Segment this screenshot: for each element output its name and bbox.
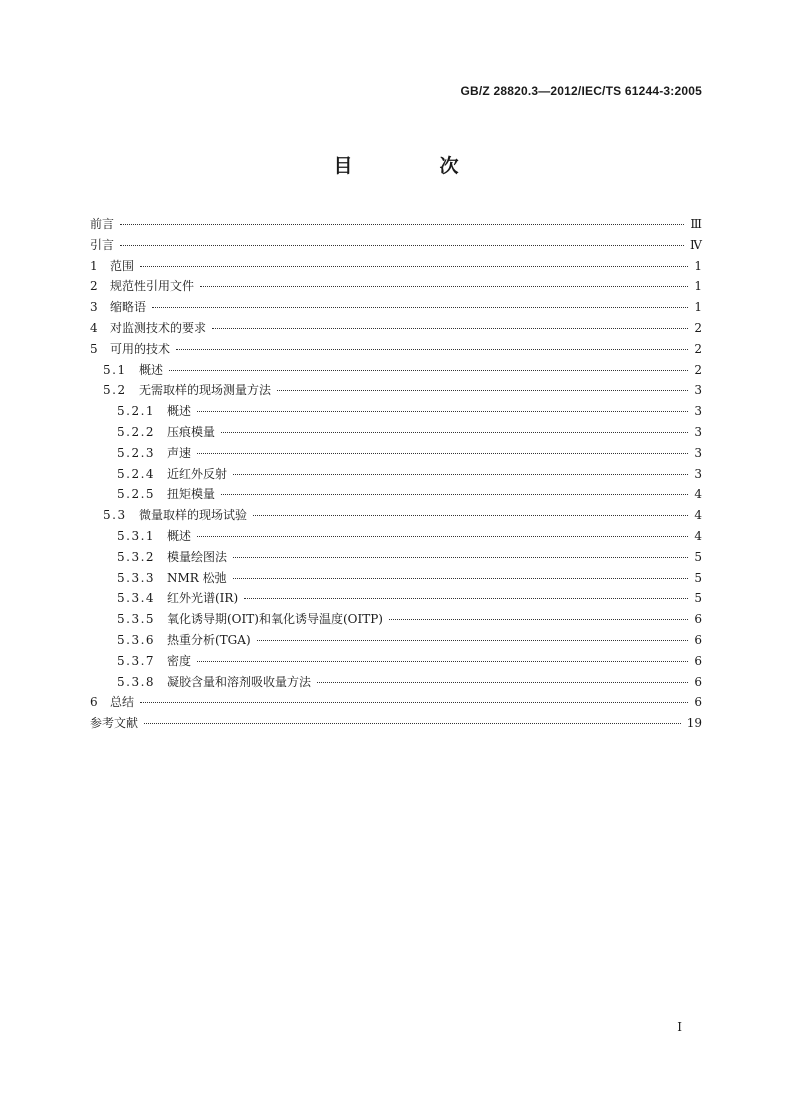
toc-entry[interactable] [90, 256, 702, 277]
toc-entry-page: 1 [694, 279, 702, 294]
toc-entry-page: 1 [694, 258, 702, 273]
toc-entry-label: 微量取样的现场试验 [139, 508, 248, 523]
toc-entry[interactable] [90, 339, 702, 360]
toc-entry-label: 红外光谱(IR) [167, 591, 239, 606]
toc-entry[interactable] [90, 505, 702, 526]
toc-entry-number: 5.2.4 [117, 466, 156, 481]
toc-entry-label: 概述 [139, 362, 164, 377]
toc-entry-label: 声速 [167, 445, 192, 460]
table-of-contents [90, 214, 702, 734]
toc-entry-page: 6 [694, 653, 702, 668]
toc-entry-page: 3 [694, 404, 702, 419]
toc-entry-label: 可用的技术 [110, 341, 171, 356]
toc-entry-page: 5 [694, 591, 702, 606]
dot-leader [152, 306, 688, 308]
toc-entry-number: 5.2.3 [117, 445, 156, 460]
toc-entry[interactable] [90, 422, 702, 443]
toc-entry-page: 5 [694, 549, 702, 564]
toc-entry-number: 5.3.8 [117, 674, 156, 689]
toc-entry-page: 4 [694, 528, 702, 543]
toc-entry-number: 5.3.1 [117, 528, 156, 543]
dot-leader [233, 556, 688, 558]
toc-entry-label: 模量绘图法 [167, 549, 228, 564]
toc-entry[interactable] [90, 401, 702, 422]
toc-entry[interactable] [90, 235, 702, 256]
toc-entry[interactable] [90, 214, 702, 235]
toc-entry-label: 压痕模量 [167, 424, 216, 439]
toc-entry-number: 5.3 [103, 508, 127, 523]
dot-leader [257, 639, 688, 641]
toc-entry-label: 密度 [167, 653, 192, 668]
dot-leader [200, 285, 688, 287]
toc-entry-label: NMR 松弛 [167, 570, 227, 585]
dot-leader [120, 244, 684, 246]
toc-entry[interactable] [90, 692, 702, 713]
toc-entry-page: 1 [694, 300, 702, 315]
toc-entry[interactable] [90, 713, 702, 734]
toc-entry-page: Ⅲ [690, 217, 702, 231]
toc-entry-page: 6 [694, 612, 702, 627]
toc-entry-label: 范围 [110, 258, 135, 273]
toc-entry-label: 缩略语 [110, 300, 147, 315]
toc-entry-label: 无需取样的现场测量方法 [139, 383, 272, 398]
toc-entry[interactable] [90, 484, 702, 505]
toc-entry-number: 5.2 [103, 383, 127, 398]
toc-entry-page: 2 [694, 320, 702, 335]
toc-entry-number: 5.3.7 [117, 653, 156, 668]
toc-entry-number: 3 [90, 300, 100, 315]
toc-entry-label: 总结 [110, 695, 135, 710]
dot-leader [140, 265, 688, 267]
dot-leader [317, 681, 688, 683]
toc-entry-number: 5.3.4 [117, 591, 156, 606]
toc-entry-number: 5.2.5 [117, 487, 156, 502]
toc-entry[interactable] [90, 276, 702, 297]
toc-entry-page: 3 [694, 383, 702, 398]
toc-entry-page: Ⅳ [690, 237, 702, 252]
dot-leader [221, 431, 688, 433]
toc-entry-page: 6 [694, 674, 702, 689]
toc-entry[interactable] [90, 380, 702, 401]
toc-entry-page: 6 [694, 632, 702, 647]
toc-entry-number: 5 [90, 341, 100, 356]
dot-leader [197, 410, 688, 412]
toc-entry[interactable] [90, 318, 702, 339]
toc-entry-page: 3 [694, 466, 702, 481]
dot-leader [233, 473, 688, 475]
toc-entry-page: 4 [694, 508, 702, 523]
toc-entry-label: 凝胶含量和溶剂吸收量方法 [167, 674, 312, 689]
toc-entry-number: 5.3.2 [117, 549, 156, 564]
dot-leader [140, 701, 688, 703]
toc-entry[interactable] [90, 464, 702, 485]
toc-entry-page: 6 [694, 695, 702, 710]
toc-entry-label: 热重分析(TGA) [167, 632, 251, 647]
toc-entry-page: 3 [694, 424, 702, 439]
dot-leader [253, 514, 688, 516]
dot-leader [389, 618, 688, 620]
dot-leader [244, 597, 688, 599]
dot-leader [212, 327, 688, 329]
toc-entry[interactable] [90, 360, 702, 381]
toc-entry-label: 引言 [90, 237, 115, 252]
dot-leader [176, 348, 688, 350]
toc-entry-number: 5.2.1 [117, 404, 156, 419]
toc-entry-page: 4 [694, 487, 702, 502]
toc-entry-page: 3 [694, 445, 702, 460]
dot-leader [277, 389, 688, 391]
toc-entry-label: 扭矩模量 [167, 487, 216, 502]
toc-entry[interactable] [90, 547, 702, 568]
toc-entry-number: 4 [90, 320, 100, 335]
toc-entry-label: 概述 [167, 528, 192, 543]
toc-entry[interactable] [90, 568, 702, 589]
toc-entry-page: 2 [694, 341, 702, 356]
toc-entry[interactable] [90, 588, 702, 609]
dot-leader [169, 369, 688, 371]
toc-entry[interactable] [90, 672, 702, 693]
toc-entry[interactable] [90, 526, 702, 547]
toc-entry-number: 5.3.6 [117, 632, 156, 647]
page-number: I [677, 1020, 682, 1034]
toc-entry-label: 对监测技术的要求 [110, 320, 207, 335]
dot-leader [233, 577, 688, 579]
toc-entry-label: 规范性引用文件 [110, 279, 195, 294]
toc-entry-page: 2 [694, 362, 702, 377]
toc-entry-label: 前言 [90, 217, 115, 231]
toc-entry-number: 6 [90, 695, 100, 710]
dot-leader [144, 722, 681, 724]
toc-entry-label: 参考文献 [90, 716, 139, 731]
toc-entry-number: 5.3.5 [117, 612, 156, 627]
toc-entry[interactable] [90, 609, 702, 630]
toc-entry[interactable] [90, 651, 702, 672]
standard-code: GB/Z 28820.3—2012/IEC/TS 61244-3:2005 [460, 84, 702, 98]
dot-leader [197, 452, 688, 454]
toc-entry-page: 5 [694, 570, 702, 585]
toc-entry-page: 19 [686, 716, 702, 731]
dot-leader [197, 535, 688, 537]
dot-leader [197, 660, 688, 662]
toc-entry-number: 2 [90, 279, 100, 294]
toc-entry[interactable] [90, 630, 702, 651]
toc-entry[interactable] [90, 443, 702, 464]
toc-entry-number: 5.3.3 [117, 570, 156, 585]
toc-entry-label: 近红外反射 [167, 466, 228, 481]
toc-entry-label: 氧化诱导期(OIT)和氧化诱导温度(OITP) [167, 612, 383, 627]
toc-entry-number: 1 [90, 258, 100, 273]
dot-leader [120, 223, 684, 225]
page-title: 目 次 [333, 155, 493, 177]
toc-entry-number: 5.1 [103, 362, 127, 377]
toc-entry[interactable] [90, 297, 702, 318]
dot-leader [221, 493, 688, 495]
toc-entry-number: 5.2.2 [117, 424, 156, 439]
toc-entry-label: 概述 [167, 404, 192, 419]
